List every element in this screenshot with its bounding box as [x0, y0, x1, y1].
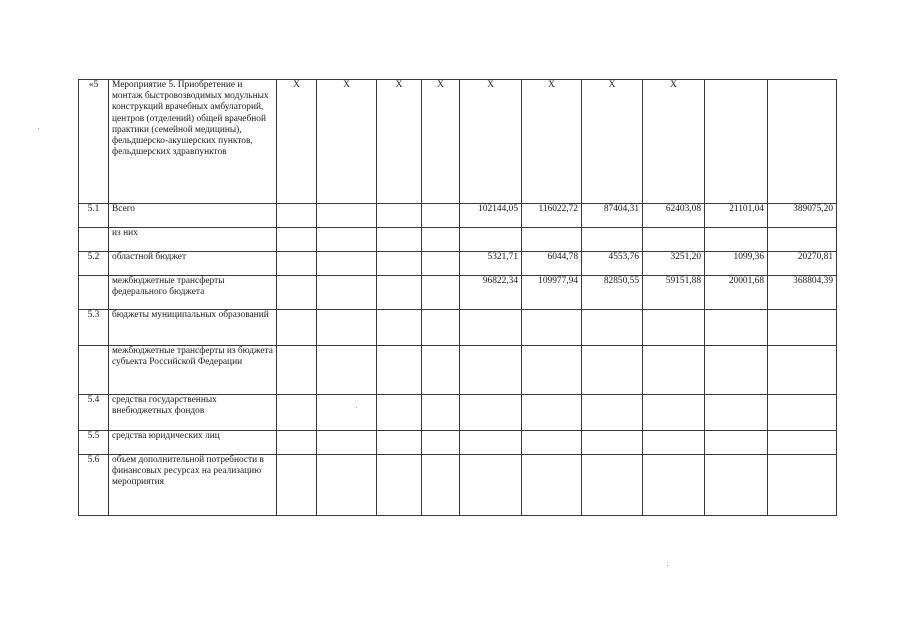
- table-row: [79, 346, 837, 395]
- table-row: [79, 252, 837, 276]
- table-cell: [422, 204, 460, 228]
- table-cell: [277, 204, 317, 228]
- value-cell: [460, 455, 522, 516]
- table-cell: [277, 431, 317, 455]
- value-cell: [768, 346, 837, 395]
- budget-table: [78, 79, 837, 516]
- value-cell: [643, 310, 705, 346]
- cell-mark: X: [582, 80, 643, 204]
- table-cell: [317, 310, 377, 346]
- table-cell: [377, 395, 422, 431]
- value-cell: [460, 431, 522, 455]
- cell-mark: X: [377, 80, 422, 204]
- row-number: [79, 228, 109, 252]
- row-label: межбюджетные трансферты федерального бюджета: [109, 276, 277, 310]
- value-cell: [582, 310, 643, 346]
- value-cell: [460, 395, 522, 431]
- table-cell: [705, 80, 768, 204]
- value-cell: 368804,39: [768, 276, 837, 310]
- value-cell: 1099,36: [705, 252, 768, 276]
- cell-mark: X: [522, 80, 582, 204]
- table-cell: [377, 455, 422, 516]
- value-cell: [522, 346, 582, 395]
- scan-speck: [356, 407, 357, 408]
- value-cell: 21101,04: [705, 204, 768, 228]
- value-cell: 4553,76: [582, 252, 643, 276]
- row-number: 5.4: [79, 395, 109, 431]
- value-cell: 5321,71: [460, 252, 522, 276]
- value-cell: [705, 431, 768, 455]
- table-row: [79, 455, 837, 516]
- row-number: 5.1: [79, 204, 109, 228]
- value-cell: [768, 228, 837, 252]
- value-cell: [768, 431, 837, 455]
- row-number: [79, 346, 109, 395]
- value-cell: [768, 455, 837, 516]
- activity-title: Мероприятие 5. Приобретение и монтаж быстровозводимых модульных конструкций врачебных амбулаторий, центров (отделений) общей врачебной практики (семейной медицины), фельдшерско-акушерских пунктов, фельдшерских здравпунктов: [109, 80, 277, 204]
- value-cell: [705, 346, 768, 395]
- table-cell: [317, 204, 377, 228]
- value-cell: 116022,72: [522, 204, 582, 228]
- table-cell: [377, 346, 422, 395]
- table-cell: [768, 80, 837, 204]
- table-cell: [377, 431, 422, 455]
- table-cell: [422, 228, 460, 252]
- table-cell: [277, 276, 317, 310]
- row-label: средства государственных внебюджетных фондов: [109, 395, 277, 431]
- row-label: бюджеты муниципальных образований: [109, 310, 277, 346]
- value-cell: [582, 395, 643, 431]
- cell-mark: X: [422, 80, 460, 204]
- scan-speck: [38, 128, 39, 129]
- value-cell: [582, 455, 643, 516]
- row-number: «5: [79, 80, 109, 204]
- value-cell: [643, 228, 705, 252]
- table-cell: [317, 395, 377, 431]
- row-label: Всего: [109, 204, 277, 228]
- value-cell: [522, 310, 582, 346]
- value-cell: [705, 455, 768, 516]
- table-cell: [317, 455, 377, 516]
- value-cell: 389075,20: [768, 204, 837, 228]
- table-cell: [317, 228, 377, 252]
- table-cell: [422, 310, 460, 346]
- value-cell: [522, 228, 582, 252]
- table-cell: [377, 252, 422, 276]
- value-cell: [768, 395, 837, 431]
- value-cell: 96822,34: [460, 276, 522, 310]
- value-cell: 82850,55: [582, 276, 643, 310]
- table-row: [79, 431, 837, 455]
- row-number: 5.2: [79, 252, 109, 276]
- table-cell: [422, 276, 460, 310]
- table-cell: [317, 276, 377, 310]
- cell-mark: X: [460, 80, 522, 204]
- table-cell: [277, 346, 317, 395]
- table-row: [79, 204, 837, 228]
- table-row: [79, 395, 837, 431]
- value-cell: 59151,88: [643, 276, 705, 310]
- table-cell: [277, 395, 317, 431]
- value-cell: 20270,81: [768, 252, 837, 276]
- table-cell: [422, 455, 460, 516]
- value-cell: [582, 228, 643, 252]
- table-cell: [422, 346, 460, 395]
- row-label: средства юридических лиц: [109, 431, 277, 455]
- cell-mark: X: [643, 80, 705, 204]
- cell-mark: X: [277, 80, 317, 204]
- value-cell: [522, 431, 582, 455]
- value-cell: [582, 346, 643, 395]
- value-cell: [460, 346, 522, 395]
- table-row: [79, 80, 837, 204]
- table-row: [79, 310, 837, 346]
- table-cell: [317, 252, 377, 276]
- scan-speck: [667, 565, 668, 566]
- value-cell: [582, 431, 643, 455]
- row-label: из них: [109, 228, 277, 252]
- cell-mark: X: [317, 80, 377, 204]
- value-cell: 3251,20: [643, 252, 705, 276]
- value-cell: [643, 346, 705, 395]
- table-cell: [377, 276, 422, 310]
- table-cell: [277, 252, 317, 276]
- value-cell: [522, 395, 582, 431]
- value-cell: [460, 310, 522, 346]
- table-cell: [422, 395, 460, 431]
- value-cell: 102144,05: [460, 204, 522, 228]
- value-cell: 109977,94: [522, 276, 582, 310]
- value-cell: [522, 455, 582, 516]
- value-cell: 62403,08: [643, 204, 705, 228]
- row-number: 5.3: [79, 310, 109, 346]
- row-label: межбюджетные трансферты из бюджета субъекта Российской Федерации: [109, 346, 277, 395]
- row-label: объем дополнительной потребности в финансовых ресурсах на реализацию мероприятия: [109, 455, 277, 516]
- table-cell: [317, 431, 377, 455]
- value-cell: [643, 455, 705, 516]
- value-cell: [705, 228, 768, 252]
- table-cell: [317, 346, 377, 395]
- value-cell: [643, 395, 705, 431]
- table-cell: [377, 228, 422, 252]
- value-cell: [460, 228, 522, 252]
- table-row: [79, 276, 837, 310]
- value-cell: [705, 310, 768, 346]
- row-number: 5.6: [79, 455, 109, 516]
- value-cell: [643, 431, 705, 455]
- table-cell: [277, 455, 317, 516]
- row-number: [79, 276, 109, 310]
- value-cell: [705, 395, 768, 431]
- table-cell: [422, 431, 460, 455]
- table-cell: [422, 252, 460, 276]
- row-number: 5.5: [79, 431, 109, 455]
- row-label: областной бюджет: [109, 252, 277, 276]
- table-cell: [377, 204, 422, 228]
- table-cell: [377, 310, 422, 346]
- value-cell: 87404,31: [582, 204, 643, 228]
- value-cell: 6044,78: [522, 252, 582, 276]
- table-cell: [277, 228, 317, 252]
- value-cell: 20001,68: [705, 276, 768, 310]
- value-cell: [768, 310, 837, 346]
- table-cell: [277, 310, 317, 346]
- table-row: [79, 228, 837, 252]
